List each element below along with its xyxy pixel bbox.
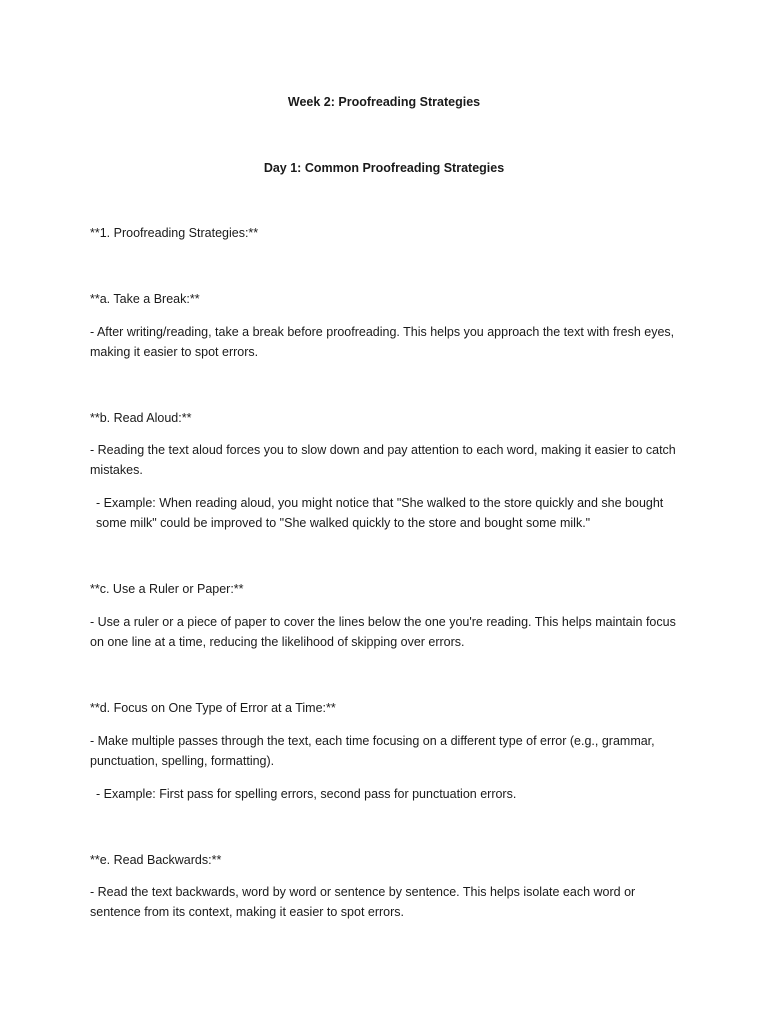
section-heading: **1. Proofreading Strategies:** [90, 226, 259, 240]
item-body-read-aloud: - Reading the text aloud forces you to slow down and pay attention to each word, making it easier to catch mistakes. [90, 443, 676, 477]
item-body-use-a-ruler: - Use a ruler or a piece of paper to cover the lines below the one you're reading. This helps maintain focus on one line at a time, reducing the likelihood of skipping over errors. [90, 615, 676, 649]
item-body-focus-one-type: - Make multiple passes through the text, each time focusing on a different type of error (e.g., grammar, punctuation, spelling, formatting). [90, 734, 655, 768]
item-body-take-a-break: - After writing/reading, take a break before proofreading. This helps you approach the text with fresh eyes, making it easier to spot errors. [90, 325, 675, 359]
item-example-read-aloud: - Example: When reading aloud, you might notice that "She walked to the store quickly and she bought some milk" could be improved to "She walked quickly to the store and bought some milk." [96, 496, 664, 530]
item-example-focus-one-type: - Example: First pass for spelling errors, second pass for punctuation errors. [96, 787, 517, 801]
item-heading-read-backwards: **e. Read Backwards:** [90, 853, 222, 867]
item-body-read-backwards: - Read the text backwards, word by word or sentence by sentence. This helps isolate each word or sentence from its context, making it easier to spot errors. [90, 885, 636, 919]
item-heading-read-aloud: **b. Read Aloud:** [90, 411, 192, 425]
item-heading-use-a-ruler: **c. Use a Ruler or Paper:** [90, 582, 244, 596]
item-heading-take-a-break: **a. Take a Break:** [90, 292, 200, 306]
document-subtitle: Day 1: Common Proofreading Strategies [263, 161, 505, 175]
document-title: Week 2: Proofreading Strategies [287, 95, 481, 109]
item-heading-focus-one-type: **d. Focus on One Type of Error at a Time:** [90, 701, 336, 715]
